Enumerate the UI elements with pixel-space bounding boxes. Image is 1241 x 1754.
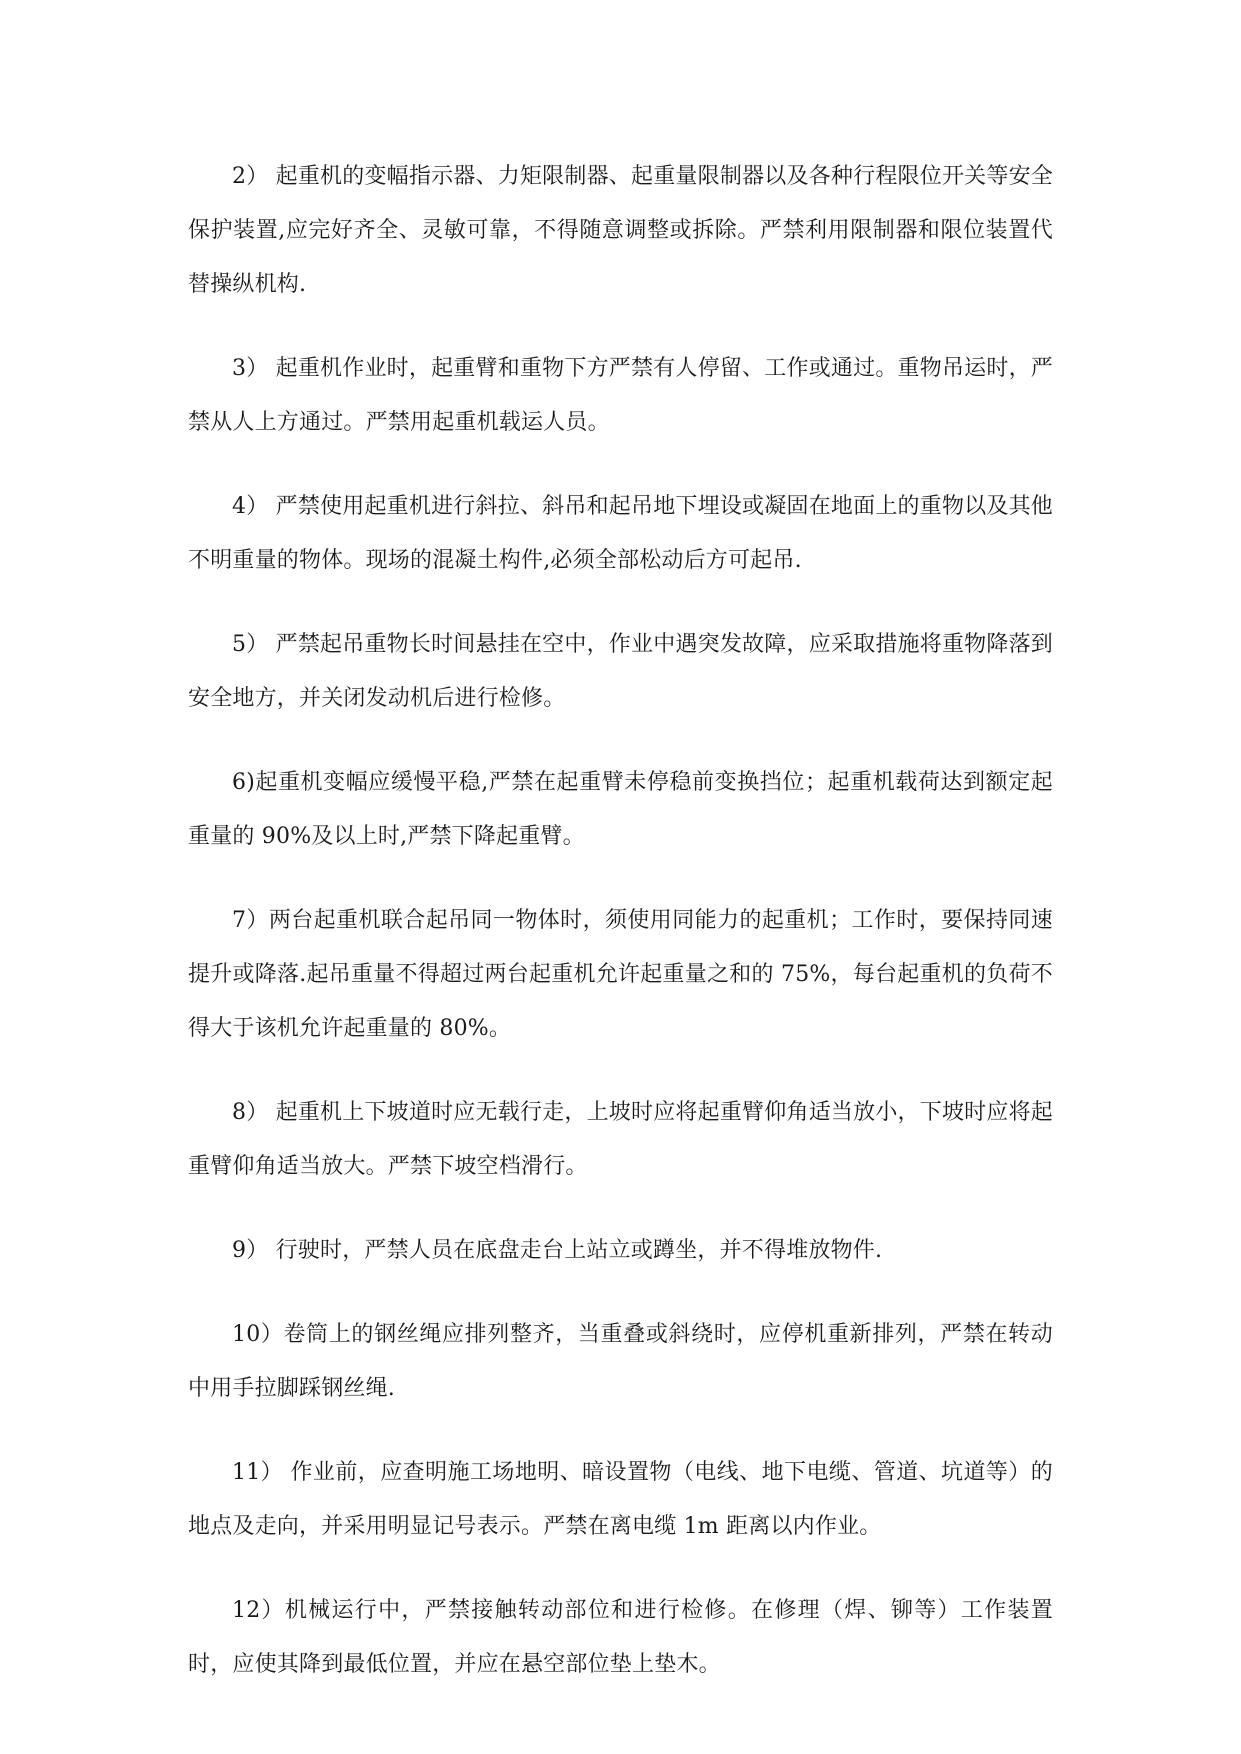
paragraph-item-7: 7）两台起重机联合起吊同一物体时，须使用同能力的起重机；工作时，要保持同速提升或降落.起吊重量不得超过两台起重机允许起重量之和的 75%，每台起重机的负荷不得大于该机允许起重量的 80%。 xyxy=(188,908,1053,1041)
paragraph-item-3: 3） 起重机作业时，起重臂和重物下方严禁有人停留、工作或通过。重物吊运时，严禁从人上方通过。严禁用起重机载运人员。 xyxy=(188,356,1053,435)
paragraph-item-8: 8） 起重机上下坡道时应无载行走，上坡时应将起重臂仰角适当放小，下坡时应将起重臂仰角适当放大。严禁下坡空档滑行。 xyxy=(188,1100,1053,1179)
paragraph-item-10: 10）卷筒上的钢丝绳应排列整齐，当重叠或斜绕时，应停机重新排列，严禁在转动中用手拉脚踩钢丝绳. xyxy=(188,1322,1053,1401)
paragraph-item-12: 12）机械运行中，严禁接触转动部位和进行检修。在修理（焊、铆等）工作装置时，应使其降到最低位置，并应在悬空部位垫上垫木。 xyxy=(188,1598,1053,1677)
paragraph-item-9: 9） 行驶时，严禁人员在底盘走台上站立或蹲坐，并不得堆放物件. xyxy=(232,1238,883,1263)
paragraph-item-4: 4） 严禁使用起重机进行斜拉、斜吊和起吊地下埋设或凝固在地面上的重物以及其他不明重量的物体。现场的混凝土构件,必须全部松动后方可起吊. xyxy=(188,494,1053,573)
paragraph-item-5: 5） 严禁起吊重物长时间悬挂在空中，作业中遇突发故障，应采取措施将重物降落到安全地方，并关闭发动机后进行检修。 xyxy=(188,632,1053,711)
paragraph-item-6: 6)起重机变幅应缓慢平稳,严禁在起重臂未停稳前变换挡位；起重机载荷达到额定起重量的 90%及以上时,严禁下降起重臂。 xyxy=(188,770,1053,849)
paragraph-item-2: 2） 起重机的变幅指示器、力矩限制器、起重量限制器以及各种行程限位开关等安全保护装置,应完好齐全、灵敏可靠，不得随意调整或拆除。严禁利用限制器和限位装置代替操纵机构. xyxy=(188,164,1053,297)
document-page xyxy=(188,150,1053,1722)
paragraph-item-11: 11） 作业前，应查明施工场地明、暗设置物（电线、地下电缆、管道、坑道等）的地点及走向，并采用明显记号表示。严禁在离电缆 1m 距离以内作业。 xyxy=(188,1460,1053,1539)
